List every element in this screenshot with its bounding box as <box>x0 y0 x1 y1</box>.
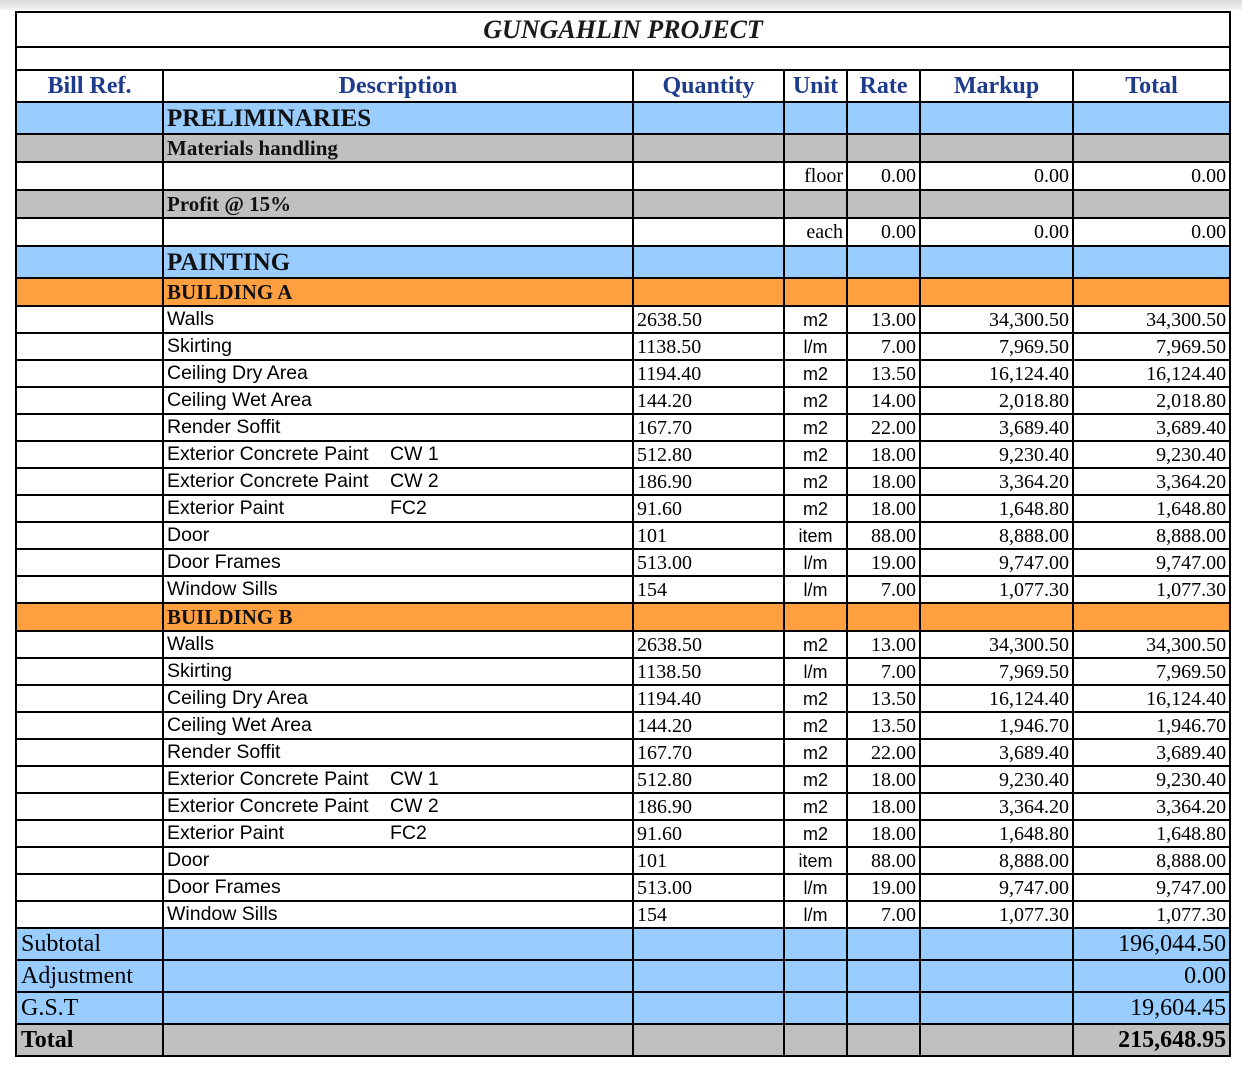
grand-total-value[interactable]: 215,648.95 <box>1073 1024 1230 1056</box>
total-cell[interactable]: 1,648.80 <box>1073 820 1230 847</box>
rate-cell[interactable]: 13.00 <box>847 631 920 658</box>
item-description: Walls <box>167 307 214 330</box>
markup-cell[interactable]: 1,077.30 <box>920 576 1073 603</box>
markup-cell[interactable]: 9,747.00 <box>920 874 1073 901</box>
rate-cell[interactable]: 14.00 <box>847 387 920 414</box>
item-code: CW 1 <box>390 442 439 465</box>
unit-cell[interactable]: m2 <box>784 306 847 333</box>
rate-cell[interactable]: 0.00 <box>847 218 920 246</box>
bill-ref-cell[interactable] <box>16 333 163 360</box>
total-cell[interactable]: 8,888.00 <box>1073 522 1230 549</box>
table-row[interactable] <box>16 218 1230 246</box>
bill-ref-cell[interactable] <box>16 847 163 874</box>
quantity-cell[interactable]: 1194.40 <box>633 685 784 712</box>
quantity-cell[interactable]: 154 <box>633 576 784 603</box>
subtotal-value[interactable]: 196,044.50 <box>1073 928 1230 960</box>
total-cell[interactable]: 0.00 <box>1073 162 1230 190</box>
bill-ref-cell[interactable] <box>16 712 163 739</box>
item-code: FC2 <box>390 821 427 844</box>
item-code: CW 2 <box>390 469 439 492</box>
rate-cell[interactable]: 7.00 <box>847 901 920 928</box>
total-cell[interactable]: 9,747.00 <box>1073 874 1230 901</box>
rate-cell[interactable]: 7.00 <box>847 658 920 685</box>
quantity-cell[interactable]: 512.80 <box>633 766 784 793</box>
section-heading[interactable]: PAINTING <box>163 246 633 278</box>
description-cell[interactable] <box>163 468 633 495</box>
quantity-cell[interactable]: 513.00 <box>633 874 784 901</box>
bill-ref-cell[interactable] <box>16 414 163 441</box>
rate-cell[interactable]: 22.00 <box>847 414 920 441</box>
subtotal-row[interactable] <box>16 928 1230 960</box>
unit-cell[interactable]: l/m <box>784 549 847 576</box>
rate-cell[interactable]: 19.00 <box>847 549 920 576</box>
section-row-painting[interactable] <box>16 246 1230 278</box>
markup-cell[interactable]: 2,018.80 <box>920 387 1073 414</box>
section-row-preliminaries[interactable] <box>16 102 1230 134</box>
table-row[interactable] <box>16 901 1230 928</box>
unit-cell[interactable]: floor <box>784 162 847 190</box>
total-cell[interactable]: 1,648.80 <box>1073 495 1230 522</box>
total-cell[interactable]: 16,124.40 <box>1073 685 1230 712</box>
bill-ref-cell[interactable] <box>16 522 163 549</box>
unit-cell[interactable]: each <box>784 218 847 246</box>
markup-cell[interactable]: 3,689.40 <box>920 414 1073 441</box>
total-cell[interactable]: 1,946.70 <box>1073 712 1230 739</box>
total-cell[interactable]: 34,300.50 <box>1073 631 1230 658</box>
table-row[interactable] <box>16 162 1230 190</box>
total-cell[interactable]: 16,124.40 <box>1073 360 1230 387</box>
rate-cell[interactable]: 19.00 <box>847 874 920 901</box>
total-cell[interactable]: 9,747.00 <box>1073 549 1230 576</box>
markup-cell[interactable]: 8,888.00 <box>920 522 1073 549</box>
bill-ref-cell[interactable] <box>16 766 163 793</box>
markup-cell[interactable]: 9,230.40 <box>920 441 1073 468</box>
rate-cell[interactable]: 13.50 <box>847 712 920 739</box>
markup-cell[interactable]: 1,648.80 <box>920 820 1073 847</box>
quantity-cell[interactable]: 144.20 <box>633 712 784 739</box>
unit-cell[interactable]: m2 <box>784 793 847 820</box>
description-cell[interactable] <box>163 522 633 549</box>
bill-ref-cell[interactable] <box>16 631 163 658</box>
item-description: Skirting <box>167 659 233 682</box>
table-row[interactable] <box>16 387 1230 414</box>
description-cell[interactable] <box>163 658 633 685</box>
description-cell[interactable] <box>163 549 633 576</box>
unit-cell[interactable]: m2 <box>784 712 847 739</box>
bill-ref-cell[interactable] <box>16 739 163 766</box>
quantity-cell[interactable]: 1138.50 <box>633 333 784 360</box>
table-row[interactable] <box>16 631 1230 658</box>
quantity-cell[interactable]: 1194.40 <box>633 360 784 387</box>
item-description: Walls <box>167 632 214 655</box>
description-cell[interactable] <box>163 766 633 793</box>
total-cell[interactable]: 3,364.20 <box>1073 793 1230 820</box>
bill-ref-cell[interactable] <box>16 901 163 928</box>
total-cell[interactable]: 34,300.50 <box>1073 306 1230 333</box>
table-row[interactable] <box>16 766 1230 793</box>
quantity-cell[interactable]: 513.00 <box>633 549 784 576</box>
subtotal-label[interactable]: Subtotal <box>16 928 163 960</box>
total-cell[interactable]: 3,689.40 <box>1073 739 1230 766</box>
spacer-row <box>16 47 1230 70</box>
item-code: FC2 <box>390 496 427 519</box>
unit-cell[interactable]: l/m <box>784 333 847 360</box>
rate-cell[interactable]: 0.00 <box>847 162 920 190</box>
item-description: Door Frames <box>167 875 281 898</box>
description-cell[interactable] <box>163 414 633 441</box>
bill-ref-cell[interactable] <box>16 793 163 820</box>
building-label[interactable]: BUILDING A <box>163 278 633 306</box>
section-heading[interactable]: PRELIMINARIES <box>163 102 633 134</box>
gst-label[interactable]: G.S.T <box>16 992 163 1024</box>
unit-cell[interactable]: m2 <box>784 685 847 712</box>
rate-cell[interactable]: 22.00 <box>847 739 920 766</box>
description-cell[interactable] <box>163 333 633 360</box>
quantity-cell[interactable]: 512.80 <box>633 441 784 468</box>
markup-cell[interactable]: 8,888.00 <box>920 847 1073 874</box>
item-description: Exterior Concrete Paint <box>167 794 369 817</box>
bill-ref-cell[interactable] <box>16 306 163 333</box>
markup-cell[interactable]: 16,124.40 <box>920 360 1073 387</box>
table-row[interactable] <box>16 793 1230 820</box>
item-description: Window Sills <box>167 577 278 600</box>
table-row[interactable] <box>16 468 1230 495</box>
table-row[interactable] <box>16 441 1230 468</box>
quantity-cell[interactable]: 167.70 <box>633 414 784 441</box>
markup-cell[interactable]: 16,124.40 <box>920 685 1073 712</box>
description-cell[interactable] <box>163 441 633 468</box>
quantity-cell[interactable]: 2638.50 <box>633 306 784 333</box>
item-description: Skirting <box>167 334 233 357</box>
rate-cell[interactable]: 18.00 <box>847 468 920 495</box>
quantity-cell[interactable]: 1138.50 <box>633 658 784 685</box>
unit-cell[interactable]: m2 <box>784 766 847 793</box>
unit-cell[interactable]: m2 <box>784 468 847 495</box>
title-row <box>16 12 1230 47</box>
markup-cell[interactable]: 7,969.50 <box>920 333 1073 360</box>
bill-ref-cell[interactable] <box>16 874 163 901</box>
unit-cell[interactable]: m2 <box>784 360 847 387</box>
description-cell[interactable] <box>163 360 633 387</box>
description-cell[interactable] <box>163 306 633 333</box>
description-cell[interactable] <box>163 874 633 901</box>
subsection-row-profit[interactable] <box>16 190 1230 218</box>
unit-cell[interactable]: m2 <box>784 441 847 468</box>
table-row[interactable] <box>16 685 1230 712</box>
bill-ref-cell[interactable] <box>16 468 163 495</box>
subsection-label[interactable]: Profit @ 15% <box>163 190 633 218</box>
header-unit: Unit <box>784 70 847 102</box>
table-row[interactable] <box>16 658 1230 685</box>
bill-of-quantities-table <box>15 11 1231 1057</box>
total-cell[interactable]: 0.00 <box>1073 218 1230 246</box>
description-cell[interactable] <box>163 685 633 712</box>
table-row[interactable] <box>16 549 1230 576</box>
gst-row[interactable] <box>16 992 1230 1024</box>
markup-cell[interactable]: 3,689.40 <box>920 739 1073 766</box>
table-row[interactable] <box>16 739 1230 766</box>
total-cell[interactable]: 2,018.80 <box>1073 387 1230 414</box>
adjustment-row[interactable] <box>16 960 1230 992</box>
quantity-cell[interactable]: 101 <box>633 522 784 549</box>
item-code: CW 1 <box>390 767 439 790</box>
description-cell[interactable] <box>163 387 633 414</box>
total-row[interactable] <box>16 1024 1230 1056</box>
rate-cell[interactable]: 18.00 <box>847 766 920 793</box>
bill-ref-cell[interactable] <box>16 441 163 468</box>
bill-ref-cell[interactable] <box>16 387 163 414</box>
table-row[interactable] <box>16 576 1230 603</box>
item-description: Render Soffit <box>167 740 281 763</box>
markup-cell[interactable]: 0.00 <box>920 162 1073 190</box>
subsection-label[interactable]: Materials handling <box>163 134 633 162</box>
item-description: Ceiling Dry Area <box>167 361 308 384</box>
rate-cell[interactable]: 18.00 <box>847 793 920 820</box>
header-quantity: Quantity <box>633 70 784 102</box>
table-row[interactable] <box>16 333 1230 360</box>
description-cell[interactable] <box>163 712 633 739</box>
header-bill-ref: Bill Ref. <box>16 70 163 102</box>
item-description: Door Frames <box>167 550 281 573</box>
table-row[interactable] <box>16 522 1230 549</box>
rate-cell[interactable]: 7.00 <box>847 333 920 360</box>
unit-cell[interactable]: m2 <box>784 820 847 847</box>
subsection-row-materials-handling[interactable] <box>16 134 1230 162</box>
markup-cell[interactable]: 0.00 <box>920 218 1073 246</box>
markup-cell[interactable]: 1,648.80 <box>920 495 1073 522</box>
rate-cell[interactable]: 13.50 <box>847 360 920 387</box>
bill-ref-cell[interactable] <box>16 820 163 847</box>
building-label[interactable]: BUILDING B <box>163 603 633 631</box>
item-description: Door <box>167 848 210 871</box>
bill-ref-cell[interactable] <box>16 360 163 387</box>
item-description: Ceiling Wet Area <box>167 388 312 411</box>
rate-cell[interactable]: 18.00 <box>847 495 920 522</box>
unit-cell[interactable]: m2 <box>784 739 847 766</box>
quantity-cell[interactable]: 2638.50 <box>633 631 784 658</box>
total-cell[interactable]: 9,230.40 <box>1073 441 1230 468</box>
rate-cell[interactable]: 13.50 <box>847 685 920 712</box>
building-row-a[interactable] <box>16 278 1230 306</box>
item-description: Exterior Concrete Paint <box>167 469 369 492</box>
unit-cell[interactable]: item <box>784 522 847 549</box>
description-cell[interactable] <box>163 631 633 658</box>
item-description: Window Sills <box>167 902 278 925</box>
total-cell[interactable]: 1,077.30 <box>1073 576 1230 603</box>
markup-cell[interactable]: 34,300.50 <box>920 306 1073 333</box>
description-cell[interactable] <box>163 739 633 766</box>
total-cell[interactable]: 7,969.50 <box>1073 333 1230 360</box>
item-description: Exterior Paint <box>167 821 285 844</box>
description-cell[interactable] <box>163 820 633 847</box>
quantity-cell[interactable]: 154 <box>633 901 784 928</box>
table-row[interactable] <box>16 874 1230 901</box>
building-row-b[interactable] <box>16 603 1230 631</box>
total-cell[interactable]: 7,969.50 <box>1073 658 1230 685</box>
description-cell[interactable] <box>163 793 633 820</box>
rate-cell[interactable]: 18.00 <box>847 441 920 468</box>
rate-cell[interactable]: 88.00 <box>847 847 920 874</box>
item-description: Door <box>167 523 210 546</box>
total-cell[interactable]: 8,888.00 <box>1073 847 1230 874</box>
unit-cell[interactable]: m2 <box>784 495 847 522</box>
rate-cell[interactable]: 13.00 <box>847 306 920 333</box>
rate-cell[interactable]: 88.00 <box>847 522 920 549</box>
table-row[interactable] <box>16 360 1230 387</box>
markup-cell[interactable]: 1,946.70 <box>920 712 1073 739</box>
table-row[interactable] <box>16 414 1230 441</box>
item-description: Render Soffit <box>167 415 281 438</box>
quantity-cell[interactable]: 186.90 <box>633 793 784 820</box>
quantity-cell[interactable]: 186.90 <box>633 468 784 495</box>
unit-cell[interactable]: m2 <box>784 631 847 658</box>
table-row[interactable] <box>16 847 1230 874</box>
bill-ref-cell[interactable] <box>16 549 163 576</box>
description-cell[interactable] <box>163 847 633 874</box>
quantity-cell[interactable]: 91.60 <box>633 820 784 847</box>
table-row[interactable] <box>16 712 1230 739</box>
adjustment-value[interactable]: 0.00 <box>1073 960 1230 992</box>
quantity-cell[interactable]: 167.70 <box>633 739 784 766</box>
top-edge <box>0 0 1242 10</box>
quantity-cell[interactable]: 101 <box>633 847 784 874</box>
bill-ref-cell[interactable] <box>16 576 163 603</box>
table-row[interactable] <box>16 820 1230 847</box>
page-title: GUNGAHLIN PROJECT <box>16 12 1230 47</box>
unit-cell[interactable]: l/m <box>784 874 847 901</box>
total-cell[interactable]: 3,689.40 <box>1073 414 1230 441</box>
total-cell[interactable]: 9,230.40 <box>1073 766 1230 793</box>
markup-cell[interactable]: 9,747.00 <box>920 549 1073 576</box>
item-description: Exterior Paint <box>167 496 285 519</box>
header-row <box>16 70 1230 102</box>
markup-cell[interactable]: 1,077.30 <box>920 901 1073 928</box>
rate-cell[interactable]: 18.00 <box>847 820 920 847</box>
item-code: CW 2 <box>390 794 439 817</box>
markup-cell[interactable]: 3,364.20 <box>920 468 1073 495</box>
markup-cell[interactable]: 34,300.50 <box>920 631 1073 658</box>
unit-cell[interactable]: item <box>784 847 847 874</box>
description-cell[interactable] <box>163 495 633 522</box>
unit-cell[interactable]: l/m <box>784 576 847 603</box>
description-cell[interactable] <box>163 576 633 603</box>
description-cell[interactable] <box>163 901 633 928</box>
markup-cell[interactable]: 7,969.50 <box>920 658 1073 685</box>
table-row[interactable] <box>16 306 1230 333</box>
unit-cell[interactable]: m2 <box>784 387 847 414</box>
item-description: Exterior Concrete Paint <box>167 767 369 790</box>
item-description: Exterior Concrete Paint <box>167 442 369 465</box>
unit-cell[interactable]: l/m <box>784 658 847 685</box>
bill-ref-cell[interactable] <box>16 495 163 522</box>
rate-cell[interactable]: 7.00 <box>847 576 920 603</box>
bill-ref-cell[interactable] <box>16 658 163 685</box>
gst-value[interactable]: 19,604.45 <box>1073 992 1230 1024</box>
total-label[interactable]: Total <box>16 1024 163 1056</box>
unit-cell[interactable]: l/m <box>784 901 847 928</box>
adjustment-label[interactable]: Adjustment <box>16 960 163 992</box>
item-description: Ceiling Dry Area <box>167 686 308 709</box>
header-total: Total <box>1073 70 1230 102</box>
total-cell[interactable]: 1,077.30 <box>1073 901 1230 928</box>
quantity-cell[interactable]: 144.20 <box>633 387 784 414</box>
markup-cell[interactable]: 9,230.40 <box>920 766 1073 793</box>
bill-ref-cell[interactable] <box>16 685 163 712</box>
header-rate: Rate <box>847 70 920 102</box>
header-description: Description <box>163 70 633 102</box>
item-description: Ceiling Wet Area <box>167 713 312 736</box>
table-row[interactable] <box>16 495 1230 522</box>
total-cell[interactable]: 3,364.20 <box>1073 468 1230 495</box>
header-markup: Markup <box>920 70 1073 102</box>
unit-cell[interactable]: m2 <box>784 414 847 441</box>
markup-cell[interactable]: 3,364.20 <box>920 793 1073 820</box>
quantity-cell[interactable]: 91.60 <box>633 495 784 522</box>
